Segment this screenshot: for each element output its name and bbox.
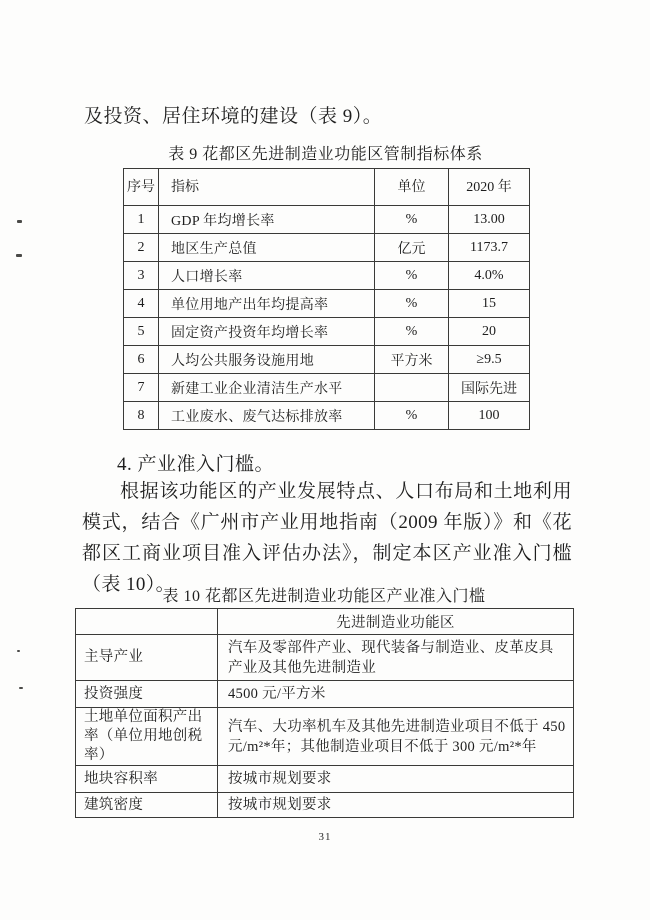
cell-unit: % xyxy=(375,262,449,290)
table-row xyxy=(124,206,530,234)
table-row xyxy=(124,374,530,402)
table9-header-no: 序号 xyxy=(124,169,159,206)
section-paragraph: 根据该功能区的产业发展特点、人口布局和土地利用模式，结合《广州市产业用地指南（2009 年版）》和《花都区工商业项目准入评估办法》，制定本区产业准入门槛（表 10）。 xyxy=(82,481,572,595)
cell-value: 4.0% xyxy=(449,262,530,290)
table-row xyxy=(124,234,530,262)
cell-label: 地块容积率 xyxy=(76,766,218,793)
cell-indicator: GDP 年均增长率 xyxy=(159,206,375,234)
cell-value: 15 xyxy=(449,290,530,318)
table-row xyxy=(76,635,574,681)
cell-value: 13.00 xyxy=(449,206,530,234)
table-row xyxy=(124,402,530,430)
cell-indicator: 单位用地产出年均提高率 xyxy=(159,290,375,318)
page-number: 31 xyxy=(318,831,332,843)
table10-header-zone: 先进制造业功能区 xyxy=(218,609,574,635)
cell-indicator: 地区生产总值 xyxy=(159,234,375,262)
cell-indicator: 工业废水、废气达标排放率 xyxy=(159,402,375,430)
cell-label: 主导产业 xyxy=(76,635,218,681)
cell-unit: % xyxy=(375,318,449,346)
cell-unit: % xyxy=(375,290,449,318)
cell-no: 7 xyxy=(124,374,159,402)
cell-no: 1 xyxy=(124,206,159,234)
cell-indicator: 人均公共服务设施用地 xyxy=(159,346,375,374)
cell-unit: 亿元 xyxy=(375,234,449,262)
table9-header-row xyxy=(124,169,530,206)
table9-header-indicator: 指标 xyxy=(159,169,375,206)
table-row xyxy=(76,681,574,708)
scan-speck xyxy=(17,650,20,652)
table9-caption: 表 9 花都区先进制造业功能区管制指标体系 xyxy=(168,146,483,163)
table10-header-row xyxy=(76,609,574,635)
table-row xyxy=(76,793,574,818)
table-row xyxy=(124,290,530,318)
cell-value: 20 xyxy=(449,318,530,346)
scan-speck xyxy=(17,220,22,223)
table10 xyxy=(75,608,574,818)
cell-indicator: 人口增长率 xyxy=(159,262,375,290)
cell-unit xyxy=(375,374,449,402)
section-heading: 4. 产业准入门槛。 xyxy=(117,454,275,475)
cell-value: ≥9.5 xyxy=(449,346,530,374)
scan-speck xyxy=(16,254,22,257)
cell-value: 按城市规划要求 xyxy=(218,793,574,818)
cell-value: 4500 元/平方米 xyxy=(218,681,574,708)
cell-unit: % xyxy=(375,402,449,430)
table9 xyxy=(123,168,530,430)
cell-label: 投资强度 xyxy=(76,681,218,708)
cell-label: 建筑密度 xyxy=(76,793,218,818)
table-row xyxy=(124,262,530,290)
cell-value: 100 xyxy=(449,402,530,430)
cell-value: 汽车、大功率机车及其他先进制造业项目不低于 450 元/m²*年；其他制造业项目不低于 300 元/m²*年 xyxy=(218,708,574,766)
table9-header-unit: 单位 xyxy=(375,169,449,206)
table-row xyxy=(124,318,530,346)
cell-no: 2 xyxy=(124,234,159,262)
cell-indicator: 固定资产投资年均增长率 xyxy=(159,318,375,346)
table-row xyxy=(76,708,574,766)
cell-unit: % xyxy=(375,206,449,234)
table-row xyxy=(124,346,530,374)
scan-speck xyxy=(19,687,23,689)
cell-no: 3 xyxy=(124,262,159,290)
cell-indicator: 新建工业企业清洁生产水平 xyxy=(159,374,375,402)
table10-caption: 表 10 花都区先进制造业功能区产业准入门槛 xyxy=(162,588,486,605)
cell-no: 4 xyxy=(124,290,159,318)
cell-value: 国际先进 xyxy=(449,374,530,402)
cell-label: 土地单位面积产出率（单位用地创税率） xyxy=(76,708,218,766)
cell-no: 5 xyxy=(124,318,159,346)
cell-value: 1173.7 xyxy=(449,234,530,262)
table-row xyxy=(76,766,574,793)
cell-value: 按城市规划要求 xyxy=(218,766,574,793)
intro-text: 及投资、居住环境的建设（表 9）。 xyxy=(84,106,383,127)
cell-no: 6 xyxy=(124,346,159,374)
table9-header-year: 2020 年 xyxy=(449,169,530,206)
cell-value: 汽车及零部件产业、现代装备与制造业、皮革皮具产业及其他先进制造业 xyxy=(218,635,574,681)
table10-header-blank xyxy=(76,609,218,635)
cell-unit: 平方米 xyxy=(375,346,449,374)
cell-no: 8 xyxy=(124,402,159,430)
